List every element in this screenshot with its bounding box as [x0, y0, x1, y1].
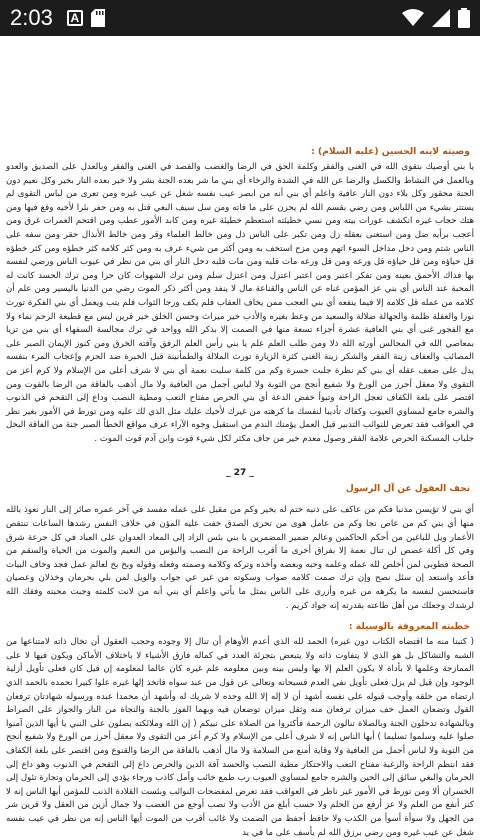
sd-card-icon: [91, 9, 105, 27]
signal-icon: [432, 9, 450, 27]
spacer: [4, 613, 476, 619]
section-heading-wasila: خطبته المعروفة بالوسيلة :: [348, 621, 470, 633]
section-paragraph-wasiyya: يا بني أوصيك بتقوى الله في الغنى والفقر وكلمة الحق في الرضا والغضب والقصد في الغنى والفقر وبالعدل على الصديق والعدو وبالعمل في النشاط والكسل والرضا عن الله في الشدة والرخاء أي بني ما شر بعده الجنة بشر ولا خير بعده النار بخير وكل نعيم دون الجنة محقور وكل بلاء دون النار عافية واعلم أي بني أنه من ابصر عيب نفسه شغل عن عيب غيره ومن تعرى من لباس التقوى لم يستتر بشيء من اللباس ومن رضي بقسم الله لم يحزن على ما فاته ومن سل سيف البغي قتل به ومن حفر بئرا لأخيه وقع فيها ومن هتك حجاب غيره انكشف عورات بيته ومن نسي خطيئته استعظم خطيئة غيره ومن كابد الأمور عطب ومن اقتحم الغمرات غرق ومن أعجب برأيه ضل ومن استغنى بعقله زل ومن تكبر على الناس ذل ومن خالط العلماء وقر ومن خالط الأنذال حقر ومن سفه على الناس شتم ومن دخل مداخل السوء اتهم ومن مزح استخف به ومن أكثر من شيء عرف به ومن كثر كلامه كثر خطؤه ومن كثر خطؤه قل حياؤه ومن قل حياؤه قل ورعه ومن قل ورعه مات قلبه ومن مات قلبه دخل النار أي بني من نظر في عيوب الناس ورضي لنفسه بها فذاك الأحمق بعينه ومن تفكر اعتبر ومن اعتبر اعتزل ومن اعتزل سلم ومن ترك الشهوات كان حرا ومن ترك الحسد كانت له المحبة عند الناس أي بني عز المؤمن غناه عن الناس والقناعة مال لا ينفد ومن أكثر ذكر الموت رضي من الدنيا باليسير ومن علم أن كلامه من عمله قل كلامه إلا فيما ينفعه أي بني العجب ممن يخاف العقاب فلم يكف ورجا الثواب فلم يتب ويعمل أي بني الفكرة تورث نورا والغفلة ظلمة والجهالة ضلالة والسعيد من وعظ بغيره والأدب خير ميراث وحسن الخلق خير قرين ليس مع قطيعة الرحم نماء ولا مع الفجور غنى أي بني العافية عشرة أجزاء تسعة منها في الصمت إلا بذكر الله وواحد في ترك مجالسة السفهاء أي بني من تزيا بمعاصي الله في المجالس أورثه الله ذلا ومن طلب العلم علم يا بني رأس العلم الرفق وآفته الخرق ومن كنوز الإيمان الصبر على المصائب والعفاف زينة الفقر والشكر زينة الغنى كثرة الزيارة تورث الملالة والطمأنينة قبل الخبرة ضد الحزم وإعجاب المرء بنفسه يدل على ضعف عقله أي بني كم نظرة جلبت حسرة وكم من كلمة سلبت نعمة أي بني لا شرف أعلى من الإسلام ولا كرم أعز من التقوى ولا معقل أحرز من الورع ولا شفيع أنجح من التوبة ولا لباس أجمل من العافية ولا مال أذهب بالفاقة من الرضا بالقوت ومن اقتصر على بلغة الكفاف تعجل الراحة وتبوأ خفض الدعة أي بني الحرص مفتاح التعب ومطية النصب وداع إلى التقحم في الذنوب والشره جامع لمساوي العيوب وكفاك تأديبا لنفسك ما كرهته من غيرك لأخيك عليك مثل الذي لك عليه ومن تورط في الأمور بغير نظر في العواقب فقد تعرض للنوائب التدبير قبل العمل يؤمنك الندم من استقبل وجوه الآراء عرف مواقع الخطأ الصبر جنة من الفاقة البخل جلباب المسكنة الحرص علامة الفقر وصول معدم خير من جاف مكثر لكل شيء قوت وابن آدم قوت الموت .: [6, 162, 474, 444]
wifi-icon: [402, 9, 424, 27]
reader-content[interactable]: [0, 36, 480, 838]
section-paragraph-wasila: ( كتبنا منه ما اقتضاه الكتاب دون غيره) الحمد لله الذي أعدم الأوهام أن تنال إلا وجوده وحجب العقول أن تخال ذاته لامتناعها من الشبه والتشاكل بل هو الذي لا يتفاوت ذاته ولا يتبعض بتجزئة العدد في كماله فارق الأشياء لا باختلاف الأماكن ويكون فيها لا على الممازجة وعلمها لا بأداة لا يكون العلم إلا بها وليس بينه وبين معلومه علم غيره كان عالما لمعلومه إن قيل كان فعلى تأويل أزلية الوجود وإن قيل لم يزل فعلى تأويل نفي العدم فسبحانه وتعالى عن قول من عبد سواه فاتخذ إلها غيره علوا كبيرا نحمده بالحمد الذي ارتضاه من خلقه وأوجب قبوله على نفسه أشهد أن لا إله إلا الله وحده لا شريك له وأشهد أن محمدا عبده ورسوله شهادتان ترفعان القول وتضعان العمل خف ميزان ترفعان منه وثقل ميزان توضعان فيه وبهما الفوز بالجنة والنجاة من النار والجواز على الصراط وبالشهادة تدخلون الجنة وبالصلاة تنالون الرحمة فأكثروا من الصلاة على نبيكم ( إن الله وملائكته يصلون على النبي يا أيها الذين آمنوا صلوا عليه وسلموا تسليما ) أيها الناس إنه لا شرف أعلى من الإسلام ولا كرم أعز من التقوى ولا معقل أحرز من الورع ولا شفيع أنجح من التوبة ولا لباس أجمل من العافية ولا وقاية أمنع من السلامة ولا مال أذهب بالفاقة من الرضا والقنوع ومن اقتصر على بلغة الكفاف فقد انتظم الراحة والرغبة مفتاح التعب والاحتكار مطية النصب والحسد آفة الدين والحرص داع إلى التقحم في الذنوب وهو داع إلى الحرمان والبغي سائق إلى الحين والشره جامع لمساوي العيوب رب طمع خائب وأمل كاذب ورجاء يؤدي إلى الحرمان وتجارة تئول إلى الخسران ألا ومن تورط في الأمور غير ناظر في العواقب فقد تعرض لمفضحات النوائب وبئست القلادة الذنب للمؤمن أيها الناس إنه لا كنز أنفع من العلم ولا عز أرفع من الحلم ولا حسب أبلغ من الأدب ولا نصب أوجع من الغضب ولا جمال أزين من العقل ولا قرين شر من الجهل ولا سوأة أسوأ من الكذب ولا حافظ أحفظ من الصمت ولا غائب أقرب من الموت أيها الناس إنه من نظر في عيب نفسه شغل عن عيب غيره ومن رضي برزق الله لم يأسف على ما في يد: [6, 637, 474, 838]
page-number-marker: _ 27 _: [226, 468, 254, 479]
section-paragraph-continued: أي بني لا تؤيسن مذنبا فكم من عاكف على ذنبه ختم له بخير وكم من مقبل على عمله مفسد في آخر عمره صائر إلى النار نعوذ بالله منها أي بني كم من عاص نجا وكم من عامل هوى من تحرى الصدق خفت عليه المؤن في خلاف النفس رشدها الساعات تنتقص الأعمار ويل للباغين من أحكم الحاكمين وعالم ضمير المضمرين يا بني بئس الزاد إلى المعاد العدوان على العباد في كل جرعة شرق وفي كل أكلة غصص لن تنال نعمة إلا بفراق أخرى ما أقرب الراحة من النصب والبؤس من النعيم والموت من الحياة والسقم من الصحة فطوبى لمن أخلص لله عمله وعلمه وحبه وبغضه وأخذه وتركه وكلامه وصمته وفعله وقوله وبخ بخ لعالم عمل فجد وخاف البيات فأعد واستعد إن سئل نصح وإن ترك صمت كلامه صواب وسكوته من غير عي جواب والويل لمن بلي بحرمان وخذلان وعصيان فاستحسن لنفسه ما يكرهه من غيره وأزرى على الناس بمثل ما يأتي واعلم أي بني أنه من لانت كلمته وجبت محبته وفقك الله لرشدك وجعلك من أهل طاعته بقدرته إنه جواد كريم .: [6, 505, 474, 611]
section-heading-wasiyya: وصيته لابنه الحسين (عليه السلام) :: [311, 146, 470, 157]
status-left-icons: [67, 9, 105, 27]
status-bar: [0, 0, 480, 36]
status-time: 2:03: [10, 5, 53, 30]
top-blank-area: [4, 36, 476, 144]
battery-icon: [458, 8, 470, 28]
text-a-icon: A: [67, 10, 83, 26]
book-running-title: تحف العقول عن آل الرسول: [345, 484, 470, 495]
status-right-icons: [402, 8, 470, 28]
